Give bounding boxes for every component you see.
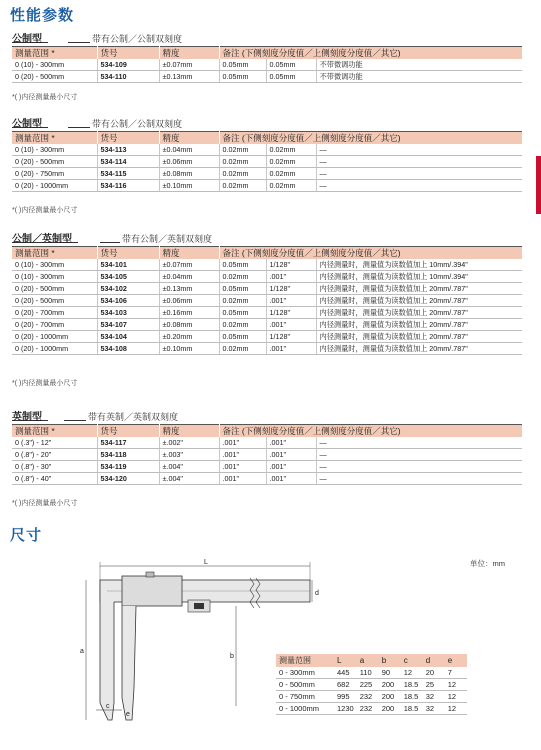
spec-cell: 534-107 [97,319,159,331]
dimension-cell: 232 [357,691,379,703]
spec-cell: 534-106 [97,295,159,307]
dimension-cell: 110 [357,667,379,679]
spec-table [12,424,522,485]
spec-column-header: 备注 (下侧刻度分度值／上侧刻度分度值／其它) [219,47,522,60]
dimension-cell: 12 [401,667,423,679]
spec-cell: — [316,180,522,192]
spec-cell: ±0.04mm [159,271,219,283]
spec-cell: 0.05mm [266,71,316,83]
section-underline [100,242,120,243]
table-row [12,144,522,156]
dimension-column-header: c [401,654,423,667]
table-row [12,271,522,283]
spec-cell: .001" [266,449,316,461]
spec-cell: ±0.13mm [159,283,219,295]
spec-cell: 内径测量时，测量值为读数值加上 10mm/.394" [316,271,522,283]
table-row [12,449,522,461]
spec-cell: 534-115 [97,168,159,180]
section-underline [68,127,90,128]
table-row [12,168,522,180]
table-row [276,679,467,691]
spec-cell: — [316,156,522,168]
spec-cell: .001" [266,295,316,307]
spec-cell: 0.02mm [219,295,266,307]
spec-cell: 0 (20) - 700mm [12,319,97,331]
spec-cell: ±0.04mm [159,144,219,156]
spec-column-header: 精度 [159,425,219,438]
page-edge-tab [536,156,541,214]
spec-cell: 0 (.3") - 12" [12,437,97,449]
spec-cell: 0 (10) - 300mm [12,259,97,271]
section-description: 带有英制／英制双刻度 [88,412,179,422]
spec-cell: 内径测量时，测量值为读数值加上 20mm/.787" [316,295,522,307]
spec-cell: 0.02mm [219,156,266,168]
spec-cell: 0 (20) - 1000mm [12,343,97,355]
dimension-cell: 18.5 [401,703,423,715]
spec-cell: 0 (20) - 1000mm [12,331,97,343]
section-tag: 公制／英制型 [12,230,78,243]
spec-cell: 0 (.8") - 20" [12,449,97,461]
spec-cell: .001" [266,437,316,449]
dimension-column-header: L [334,654,357,667]
dimension-cell: 200 [379,691,401,703]
spec-cell: ±.004" [159,473,219,485]
dimension-cell: 7 [445,667,467,679]
spec-cell: 0.05mm [219,307,266,319]
footnote: *( )内径测量最小尺寸 [12,94,78,101]
dimension-cell: 18.5 [401,679,423,691]
dimension-cell: 445 [334,667,357,679]
spec-cell: 0.02mm [266,168,316,180]
spec-column-header: 测量范围 * [12,425,97,438]
spec-cell: 内径测量时，测量值为读数值加上 20mm/.787" [316,307,522,319]
spec-cell: 内径测量时，测量值为读数值加上 20mm/.787" [316,343,522,355]
spec-cell: 534-102 [97,283,159,295]
table-row [12,259,522,271]
spec-column-header: 精度 [159,247,219,260]
spec-cell: 1/128" [266,307,316,319]
spec-column-header: 货号 [97,247,159,260]
spec-cell: 534-108 [97,343,159,355]
spec-cell: 0.02mm [219,343,266,355]
spec-cell: ±0.07mm [159,259,219,271]
spec-cell: 不带微调功能 [316,71,522,83]
table-row [12,156,522,168]
spec-column-header: 测量范围 * [12,47,97,60]
spec-cell: .001" [219,449,266,461]
spec-cell: 0.02mm [219,271,266,283]
label-b: b [230,653,234,660]
spec-cell: 534-118 [97,449,159,461]
spec-column-header: 货号 [97,132,159,145]
spec-cell: 不带微调功能 [316,59,522,71]
table-row [12,59,522,71]
label-e: e [126,711,130,718]
spec-cell: 1/128" [266,331,316,343]
spec-cell: 0.02mm [266,180,316,192]
section-tag: 公制型 [12,115,48,128]
spec-cell: 534-104 [97,331,159,343]
spec-column-header: 测量范围 * [12,132,97,145]
spec-column-header: 备注 (下侧刻度分度值／上侧刻度分度值／其它) [219,425,522,438]
spec-cell: — [316,144,522,156]
page-title: 性能参数 [10,7,75,24]
spec-cell: 0 (10) - 300mm [12,271,97,283]
spec-column-header: 测量范围 * [12,247,97,260]
dimension-cell: 232 [357,703,379,715]
table-row [12,283,522,295]
spec-cell: 0 (20) - 500mm [12,283,97,295]
dimension-cell: 25 [423,679,445,691]
spec-cell: ±0.20mm [159,331,219,343]
footnote: *( )内径测量最小尺寸 [12,207,78,214]
unit-label: 单位：mm [470,559,505,568]
spec-cell: 内径测量时，测量值为读数值加上 20mm/.787" [316,283,522,295]
dimension-column-header: 测量范围 [276,654,334,667]
spec-cell: 0.05mm [219,259,266,271]
spec-table [12,131,522,192]
spec-cell: 0.05mm [219,283,266,295]
dimension-table-body [276,667,467,715]
spec-cell: 0 (10) - 300mm [12,59,97,71]
dimension-cell: 20 [423,667,445,679]
spec-cell: 0 (20) - 700mm [12,307,97,319]
spec-cell: 内径测量时，测量值为读数值加上 20mm/.787" [316,319,522,331]
dimension-cell: 32 [423,703,445,715]
spec-cell: .001" [266,271,316,283]
spec-cell: — [316,473,522,485]
section-description: 带有公制／公制双刻度 [92,119,183,129]
footnote: *( )内径测量最小尺寸 [12,500,78,507]
spec-cell: 0 (10) - 300mm [12,144,97,156]
spec-cell: .001" [266,319,316,331]
spec-cell: 0 (20) - 750mm [12,168,97,180]
spec-cell: 534-116 [97,180,159,192]
spec-cell: 0.02mm [266,156,316,168]
spec-cell: 0 (20) - 500mm [12,156,97,168]
dimension-cell: 12 [445,691,467,703]
spec-cell: 1/128" [266,283,316,295]
spec-cell: .001" [266,461,316,473]
spec-cell: ±0.06mm [159,156,219,168]
spec-cell: ±0.13mm [159,71,219,83]
dimension-column-header: d [423,654,445,667]
table-row [12,473,522,485]
spec-cell: ±.004" [159,461,219,473]
section-tag: 英制型 [12,408,48,421]
dimension-column-header: b [379,654,401,667]
spec-cell: 0 (20) - 500mm [12,295,97,307]
spec-column-header: 货号 [97,425,159,438]
spec-cell: — [316,461,522,473]
dimension-cell: 0 - 300mm [276,667,334,679]
table-row [12,437,522,449]
spec-cell: 534-113 [97,144,159,156]
spec-cell: 0.02mm [266,144,316,156]
section-underline [68,42,90,43]
dimension-table-header [276,654,467,667]
spec-cell: 0.05mm [219,331,266,343]
spec-cell: .001" [219,461,266,473]
spec-column-header: 备注 (下侧刻度分度值／上侧刻度分度值／其它) [219,247,522,260]
spec-cell: ±.002" [159,437,219,449]
spec-cell: ±0.08mm [159,319,219,331]
dimension-column-header: e [445,654,467,667]
spec-cell: ±0.16mm [159,307,219,319]
table-row [12,307,522,319]
spec-cell: ±0.08mm [159,168,219,180]
section-tag: 公制型 [12,30,48,43]
dimension-cell: 225 [357,679,379,691]
spec-cell: ±0.06mm [159,295,219,307]
dimension-table [276,654,467,715]
dimension-cell: 32 [423,691,445,703]
spec-cell: 0 (20) - 1000mm [12,180,97,192]
table-row [276,667,467,679]
dimension-cell: 0 - 750mm [276,691,334,703]
table-row [12,343,522,355]
spec-cell: 534-120 [97,473,159,485]
spec-cell: 内径测量时，测量值为读数值加上 20mm/.787" [316,331,522,343]
spec-cell: 内径测量时，测量值为读数值加上 10mm/.394" [316,259,522,271]
section-description: 带有公制／英制双刻度 [122,234,213,244]
spec-cell: 0 (.8") - 30" [12,461,97,473]
spec-cell: .001" [266,343,316,355]
table-row [12,319,522,331]
spec-cell: ±0.10mm [159,343,219,355]
table-row [276,691,467,703]
spec-cell: 534-109 [97,59,159,71]
spec-column-header: 精度 [159,132,219,145]
spec-column-header: 备注 (下侧刻度分度值／上侧刻度分度值／其它) [219,132,522,145]
dimension-cell: 995 [334,691,357,703]
section-description: 带有公制／公制双刻度 [92,34,183,44]
table-row [276,703,467,715]
spec-cell: 534-117 [97,437,159,449]
spec-column-header: 货号 [97,47,159,60]
spec-cell: 534-114 [97,156,159,168]
dimension-cell: 12 [445,703,467,715]
section-underline [64,420,86,421]
dimension-cell: 0 - 1000mm [276,703,334,715]
dimension-cell: 200 [379,679,401,691]
spec-cell: 534-103 [97,307,159,319]
spec-cell: 534-101 [97,259,159,271]
spec-cell: .001" [266,473,316,485]
spec-cell: 534-119 [97,461,159,473]
spec-cell: — [316,449,522,461]
table-row [12,295,522,307]
dimensions-heading: 尺寸 [10,527,43,544]
dimension-cell: 12 [445,679,467,691]
spec-cell: .001" [219,473,266,485]
footnote: *( )内径测量最小尺寸 [12,380,78,387]
dimension-cell: 0 - 500mm [276,679,334,691]
spec-cell: 0.02mm [219,319,266,331]
table-row [12,461,522,473]
spec-cell: 1/128" [266,259,316,271]
label-d: d [315,590,319,597]
spec-cell: 534-110 [97,71,159,83]
dimension-cell: 1230 [334,703,357,715]
table-row [12,180,522,192]
spec-cell: — [316,168,522,180]
spec-cell: ±0.07mm [159,59,219,71]
spec-cell: 0.02mm [219,144,266,156]
spec-cell: ±.003" [159,449,219,461]
spec-cell: 534-105 [97,271,159,283]
spec-cell: 0 (.8") - 40" [12,473,97,485]
spec-cell: 0.02mm [219,168,266,180]
spec-cell: 0.05mm [219,59,266,71]
label-c: c [106,703,110,710]
label-L: L [204,559,208,566]
spec-cell: ±0.10mm [159,180,219,192]
table-row [12,71,522,83]
table-row [12,331,522,343]
spec-table [12,246,522,355]
dimension-cell: 200 [379,703,401,715]
spec-table [12,46,522,83]
spec-cell: 0.02mm [219,180,266,192]
spec-cell: 0.05mm [266,59,316,71]
spec-cell: 0 (20) - 500mm [12,71,97,83]
dimension-cell: 682 [334,679,357,691]
spec-cell: 0.05mm [219,71,266,83]
label-a: a [80,648,84,655]
spec-column-header: 精度 [159,47,219,60]
dimension-cell: 90 [379,667,401,679]
spec-cell: — [316,437,522,449]
spec-cell: .001" [219,437,266,449]
dimension-column-header: a [357,654,379,667]
dimension-cell: 18.5 [401,691,423,703]
